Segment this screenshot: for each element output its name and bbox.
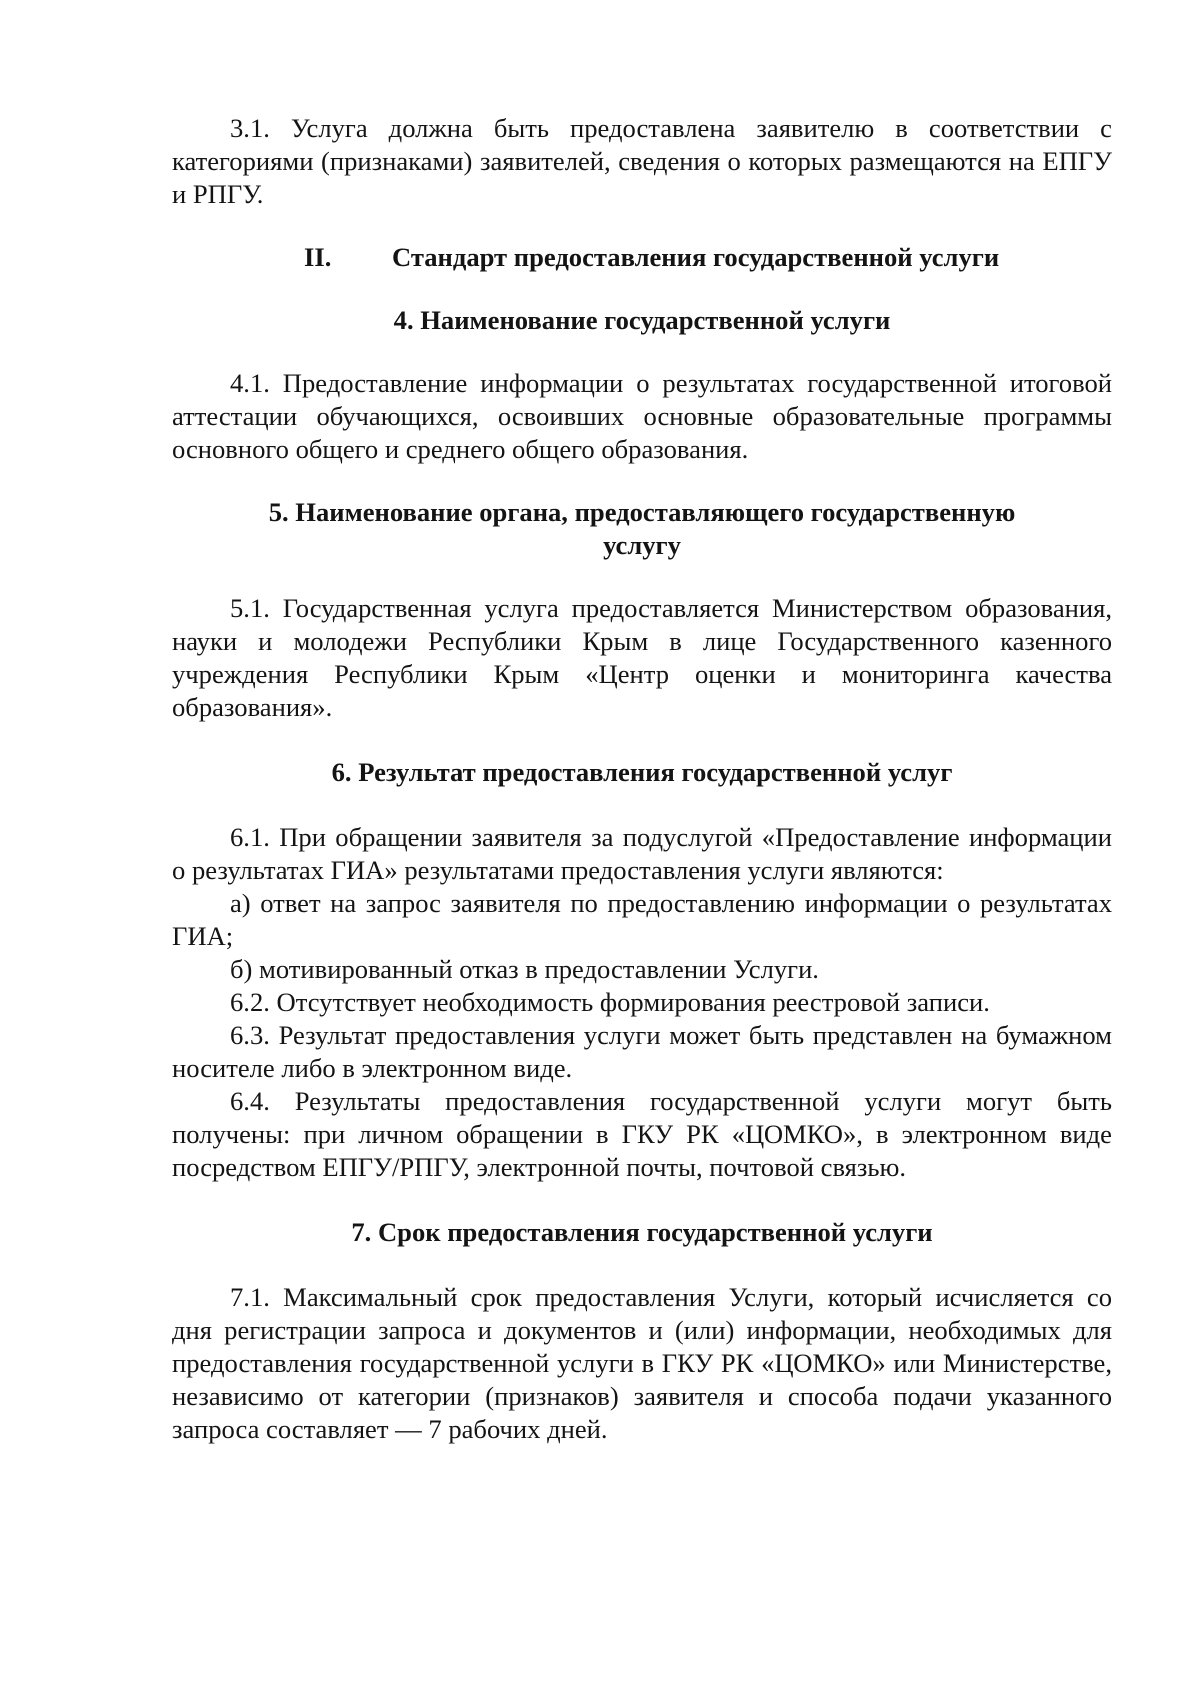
paragraph-6-1: 6.1. При обращении заявителя за подуслугой «Предоставление информации о результатах ГИА» результатами предоставления услуги являются: (172, 822, 1112, 885)
heading-6: 6. Результат предоставления государственной услуг (331, 757, 953, 787)
paragraph-6-2: 6.2. Отсутствует необходимость формирования реестровой записи. (230, 987, 990, 1017)
paragraph-4-1: 4.1. Предоставление информации о результатах государственной итоговой аттестации обучающихся, освоивших основные образовательные программы основного общего и среднего общего образования. (172, 368, 1112, 464)
heading-5-line-2: услугу (603, 530, 681, 560)
section-ii-heading (172, 241, 1112, 274)
paragraph-3-1: 3.1. Услуга должна быть предоставлена заявителю в соответствии с категориями (признаками) заявителей, сведения о которых размещаются на ЕПГУ и РПГУ. (172, 113, 1112, 209)
heading-7: 7. Срок предоставления государственной услуги (351, 1217, 933, 1247)
paragraph-6-4: 6.4. Результаты предоставления государственной услуги могут быть получены: при личном обращении в ГКУ РК «ЦОМКО», в электронном виде посредством ЕПГУ/РПГУ, электронной почты, почтовой связью. (172, 1086, 1112, 1182)
paragraph-6-3: 6.3. Результат предоставления услуги может быть представлен на бумажном носителе либо в электронном виде. (172, 1020, 1112, 1083)
section-ii-title: Стандарт предоставления государственной услуги (392, 242, 1000, 272)
heading-4: 4. Наименование государственной услуги (393, 305, 891, 335)
section-ii-number: II. (304, 242, 332, 272)
document-page (172, 112, 1112, 1446)
paragraph-5-1: 5.1. Государственная услуга предоставляется Министерством образования, науки и молодежи Республики Крым в лице Государственного казенного учреждения Республики Крым «Центр оценки и мониторинга качества образования». (172, 593, 1112, 722)
heading-5-line-1: 5. Наименование органа, предоставляющего государственную (268, 497, 1016, 527)
paragraph-6-1-b: б) мотивированный отказ в предоставлении Услуги. (230, 954, 819, 984)
paragraph-7-1: 7.1. Максимальный срок предоставления Услуги, который исчисляется со дня регистрации запроса и документов и (или) информации, необходимых для предоставления государственной услуги в ГКУ РК «ЦОМКО» или Министерстве, независимо от категории (признаков) заявителя и способа подачи указанного запроса составляет — 7 рабочих дней. (172, 1282, 1112, 1444)
paragraph-6-1-a: а) ответ на запрос заявителя по предоставлению информации о результатах ГИА; (172, 888, 1112, 951)
